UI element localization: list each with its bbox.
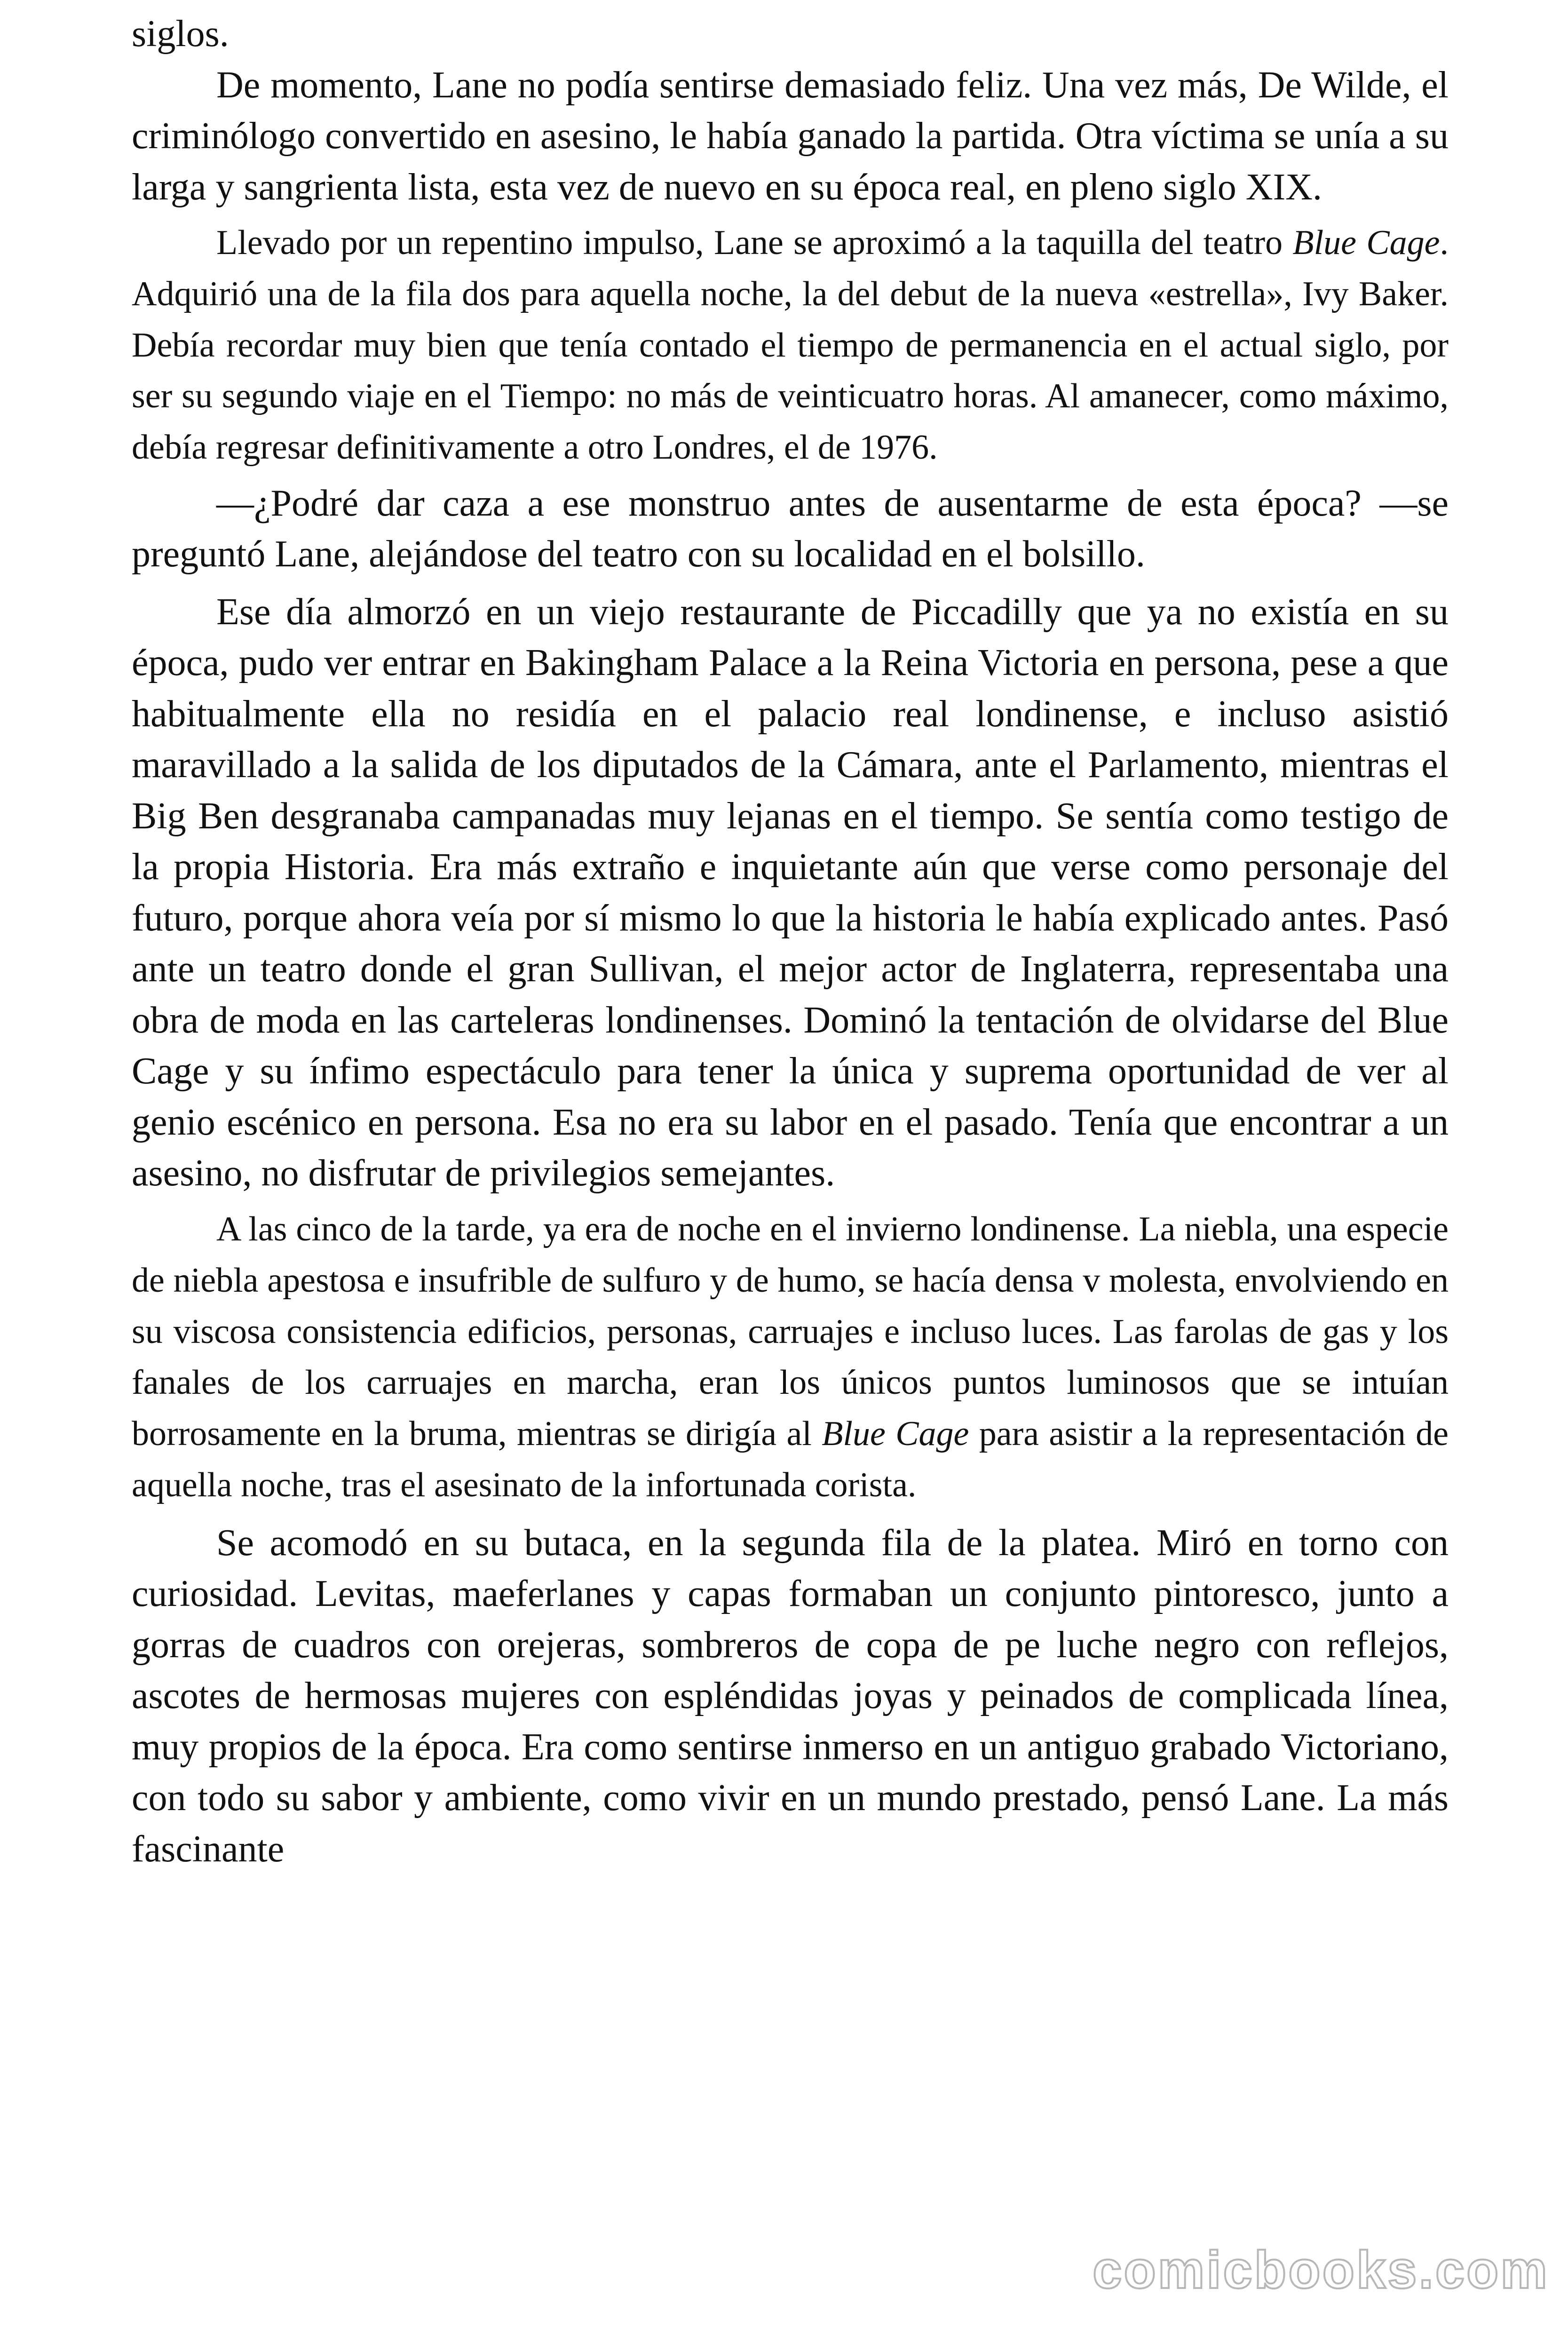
book-page <box>132 8 1449 2342</box>
paragraph-text: Ese día almorzó en un viejo restaurante de Piccadilly que ya no existía en su época, pudo ver entrar en Bakingham Palace a la Reina Victoria en persona, pese a que habitualmente ella no residía en el palacio real londinense, e incluso asistió maravillado a la salida de los diputados de la Cámara, ante el Parlamento, mientras el Big Ben desgranaba campanadas muy lejanas en el tiempo. Se sentía como testigo de la propia Historia. Era más extraño e inquietante aún que verse como personaje del futuro, porque ahora veía por sí mismo lo que la historia le había explicado antes. Pasó ante un teatro donde el gran Sullivan, el mejor actor de Inglaterra, representaba una obra de moda en las carteleras londinenses. Dominó la tentación de olvidarse del Blue Cage y su ínfimo espectáculo para tener la única y suprema oportunidad de ver al genio escénico en persona. Esa no era su labor en el pasado. Tenía que encontrar a un asesino, no disfrutar de privilegios semejantes. <box>132 591 1449 1194</box>
paragraph-text: De momento, Lane no podía sentirse demasiado feliz. Una vez más, De Wilde, el criminólogo convertido en asesino, le había ganado la partida. Otra víctima se unía a su larga y sangrienta lista, esta vez de nuevo en su época real, en pleno siglo XIX. <box>132 64 1449 208</box>
paragraph-text: Se acomodó en su butaca, en la segunda fila de la platea. Miró en torno con curiosidad. Levitas, maeferlanes y capas formaban un conjunto pintoresco, junto a gorras de cuadros con orejeras, sombreros de copa de pe luche negro con reflejos, ascotes de hermosas mujeres con espléndidas joyas y peinados de complicada línea, muy propios de la época. Era como sentirse inmerso en un antiguo grabado Victoriano, con todo su sabor y ambiente, como vivir en un mundo prestado, pensó Lane. La más fascinante <box>132 1522 1449 1870</box>
paragraph <box>132 1204 1449 1511</box>
paragraph <box>132 478 1449 580</box>
dialogue-text: —¿Podré dar caza a ese monstruo antes de ausentarme de esta época? —se preguntó Lane, alejándose del teatro con su localidad en el bolsillo. <box>132 482 1449 575</box>
paragraph-text: Llevado por un repentino impulso, Lane se aproximó a la taquilla del teatro <box>216 223 1293 262</box>
paragraph <box>132 217 1449 473</box>
paragraph-text: A las cinco de la tarde, ya era de noche en el invierno londinense. La niebla, una especie de niebla apestosa e insufrible de sulfuro y de humo, se hacía densa v molesta, envolviendo en su viscosa consistencia edificios, personas, carruajes e incluso luces. Las farolas de gas y los fanales de los carruajes en marcha, eran los únicos puntos luminosos que se intuían borrosamente en la bruma, mientras se dirigía al <box>132 1209 1449 1454</box>
theatre-name-italic: Blue Cage <box>1292 223 1440 262</box>
watermark: comicbooks.com <box>1093 2241 1549 2299</box>
theatre-name-italic: Blue Cage <box>822 1414 969 1454</box>
paragraph <box>132 8 1449 60</box>
paragraph-text: siglos. <box>132 13 229 55</box>
paragraph-text: para asistir a la representación de aquella noche, tras el asesinato de la infortunada corista. <box>132 1414 1449 1504</box>
paragraph <box>132 60 1449 213</box>
paragraph-text: . Adquirió una de la fila dos para aquella noche, la del debut de la nueva «estrella», Ivy Baker. Debía recordar muy bien que tenía contado el tiempo de permanencia en el actual siglo, por ser su segundo viaje en el Tiempo: no más de veinticuatro horas. Al amanecer, como máximo, debía regresar definitivamente a otro Londres, el de 1976. <box>132 223 1449 467</box>
paragraph <box>132 1518 1449 1875</box>
paragraph <box>132 587 1449 1199</box>
